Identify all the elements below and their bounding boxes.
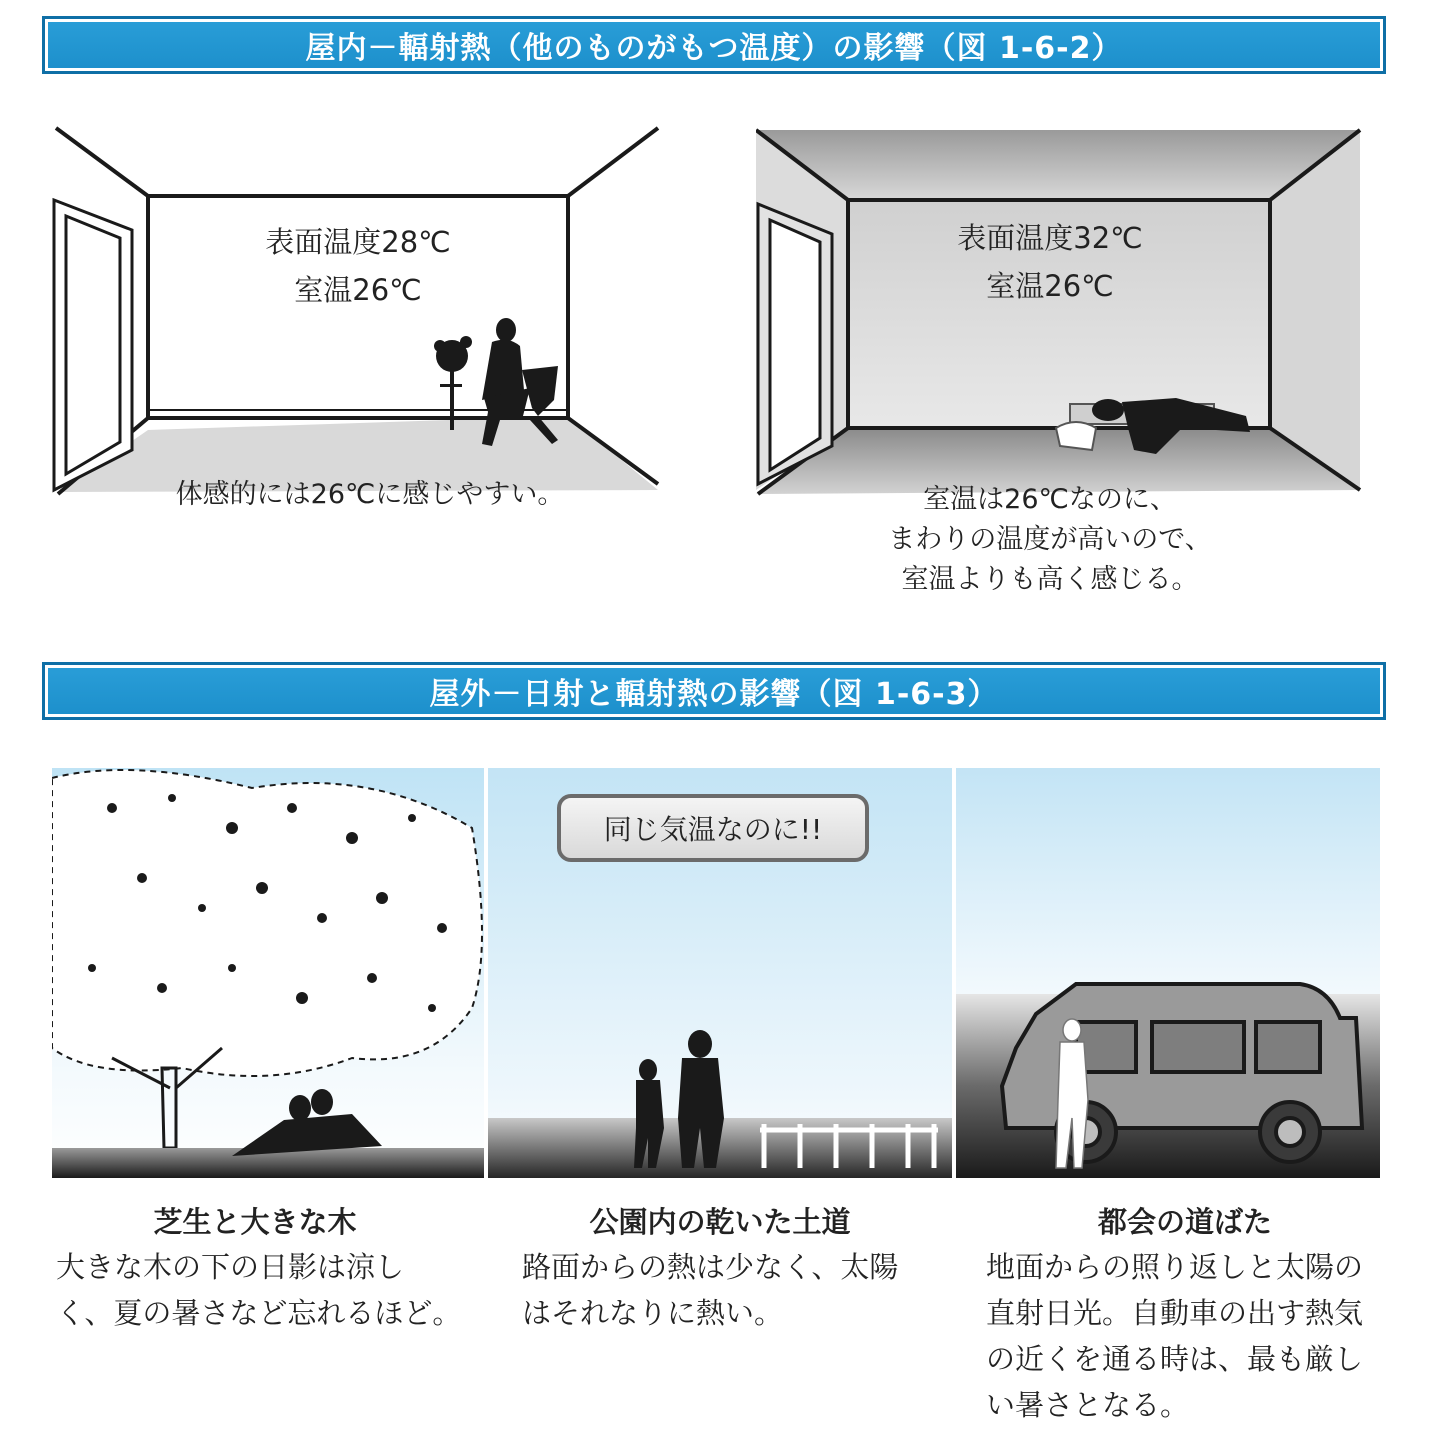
section-title-outdoor: 屋外－日射と輻射熱の影響（図 1-6-3） <box>42 662 1386 720</box>
column-3-body <box>986 1244 1406 1428</box>
left-room-temps <box>208 218 508 314</box>
column-1-line-2: く、夏の暑さなど忘れるほど。 <box>56 1296 462 1330</box>
right-room-temp: 室温26℃ <box>986 269 1114 303</box>
column-3-title: 都会の道ばた <box>1097 1205 1272 1239</box>
column-2-body <box>522 1244 942 1336</box>
right-surface-temp: 表面温度32℃ <box>957 221 1143 255</box>
column-3-line-3: の近くを通る時は、最も厳し <box>986 1342 1364 1376</box>
left-room-temp: 室温26℃ <box>294 273 422 307</box>
column-2-line-1: 路面からの熱は少なく、太陽 <box>522 1250 899 1284</box>
section-title-indoor: 屋内－輻射熱（他のものがもつ温度）の影響（図 1-6-2） <box>42 16 1386 74</box>
right-room-caption <box>830 480 1270 600</box>
column-1-title: 芝生と大きな木 <box>153 1205 357 1239</box>
right-caption-line-1: 室温は26℃なのに、 <box>923 484 1177 515</box>
column-2-line-2: はそれなりに熱い。 <box>522 1296 784 1330</box>
right-caption-line-2: まわりの温度が高いので、 <box>888 524 1212 555</box>
right-caption-line-3: 室温よりも高く感じる。 <box>901 564 1199 595</box>
left-room-caption: 体感的には26℃に感じやすい。 <box>175 479 565 510</box>
same-temperature-bubble: 同じ気温なのに!! <box>557 794 869 862</box>
column-3-line-2: 直射日光。自動車の出す熱気 <box>986 1296 1364 1330</box>
column-3-line-4: い暑さとなる。 <box>986 1388 1190 1422</box>
scene-city-roadside <box>956 768 1380 1178</box>
column-3-line-1: 地面からの照り返しと太陽の <box>986 1250 1364 1284</box>
left-surface-temp: 表面温度28℃ <box>265 225 451 259</box>
column-2-title: 公園内の乾いた土道 <box>589 1205 851 1239</box>
column-1-line-1: 大きな木の下の日影は涼し <box>56 1250 405 1284</box>
scene-lawn-and-tree <box>52 768 484 1178</box>
right-room-temps <box>900 214 1200 310</box>
right-room-illustration <box>756 128 1364 498</box>
column-1-body <box>56 1244 476 1336</box>
